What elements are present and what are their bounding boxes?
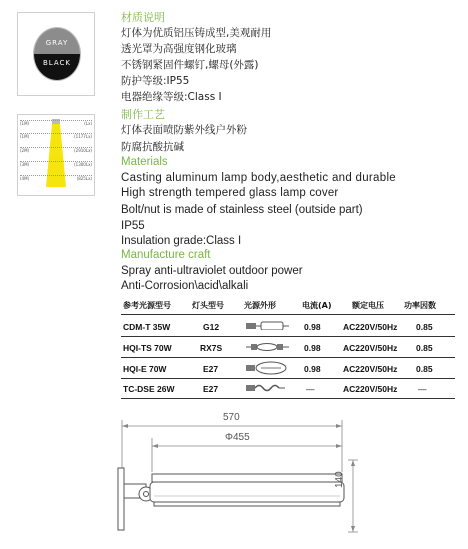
spec-line-en: Bolt/nut is made of stainless steel (outside part) xyxy=(121,204,363,216)
color-options-circle xyxy=(33,27,81,81)
spec-line-en: Insulation grade:Class I xyxy=(121,235,242,247)
grid-line xyxy=(20,120,92,121)
material-heading-cn: 材质说明 xyxy=(121,11,165,24)
row-distance: (4M) xyxy=(20,176,30,181)
row-distance: (3M) xyxy=(20,162,30,167)
cell-base: RX7S xyxy=(200,343,223,353)
spec-line-cn: 不锈钢紧固件螺钉,螺母(外露) xyxy=(121,59,259,71)
materials-heading-en: Materials xyxy=(121,156,168,168)
spec-line-cn: 灯体表面喷防紫外线户外粉 xyxy=(121,124,247,136)
row-lux: (1177Lx) xyxy=(74,134,92,139)
spec-line-en: IP55 xyxy=(121,220,145,232)
table-divider xyxy=(121,314,455,315)
spec-line-cn: 透光罩为高强度钢化玻璃 xyxy=(121,43,237,55)
table-divider xyxy=(121,378,455,379)
row-lux: (825Lx) xyxy=(76,176,92,181)
light-beam-icon xyxy=(18,115,94,195)
light-distribution-chart xyxy=(17,114,95,196)
row-distance: (1M) xyxy=(20,121,30,126)
gray-option: GRAY xyxy=(34,28,80,54)
cell-voltage: AC220V/50Hz xyxy=(343,384,398,394)
craft-heading-cn: 制作工艺 xyxy=(121,108,165,121)
row-lux: (Lx) xyxy=(84,121,92,126)
row-lux: (1300Lx) xyxy=(74,162,92,167)
hqi-ts-lamp-icon xyxy=(245,341,290,351)
col-header-voltage: 额定电压 xyxy=(352,301,384,310)
cell-current: 0.98 xyxy=(304,364,321,374)
cell-base: G12 xyxy=(203,322,220,332)
cell-voltage: AC220V/50Hz xyxy=(343,322,398,332)
spec-line-cn: 防腐抗酸抗碱 xyxy=(121,141,184,153)
spec-line-en: Casting aluminum lamp body,aesthetic and durable xyxy=(121,172,397,184)
spec-line-en: Anti-Corrosion\acid\alkali xyxy=(121,280,249,292)
width-dimension-label: 570 xyxy=(223,412,240,423)
black-option: BLACK xyxy=(34,54,80,80)
cell-model: HQI-E 70W xyxy=(123,364,167,374)
cdm-t-lamp-icon xyxy=(245,320,290,330)
cell-pf: 0.85 xyxy=(416,364,433,374)
cell-voltage: AC220V/50Hz xyxy=(343,364,398,374)
cell-model: TC-DSE 26W xyxy=(123,384,175,394)
cell-voltage: AC220V/50Hz xyxy=(343,343,398,353)
table-divider xyxy=(121,336,455,337)
spec-line-cn: 防护等级:IP55 xyxy=(121,75,190,87)
col-header-shape: 光源外形 xyxy=(244,301,276,310)
cell-pf: 0.85 xyxy=(416,343,433,353)
row-distance: (2M) xyxy=(20,148,30,153)
col-header-current: 电流(A) xyxy=(302,301,332,310)
spec-line-en: High strength tempered glass lamp cover xyxy=(121,187,339,199)
spec-line-en: Spray anti-ultraviolet outdoor power xyxy=(121,265,303,277)
col-header-base: 灯头型号 xyxy=(192,301,224,310)
diameter-dimension-label: Φ455 xyxy=(225,432,250,443)
cell-pf: 0.85 xyxy=(416,322,433,332)
color-swatch xyxy=(17,12,95,96)
tc-dse-lamp-icon xyxy=(245,380,290,396)
height-dimension-label: 140 xyxy=(334,471,345,488)
spec-line-cn: 电器绝缘等级:Class Ⅰ xyxy=(121,91,222,103)
cell-model: CDM-T 35W xyxy=(123,322,171,332)
table-divider xyxy=(121,357,455,358)
cell-current: — xyxy=(306,384,315,394)
cell-current: 0.98 xyxy=(304,343,321,353)
col-header-pf: 功率因数 xyxy=(404,301,436,310)
spec-line-cn: 灯体为优质铝压铸成型,美观耐用 xyxy=(121,27,272,39)
cell-base: E27 xyxy=(203,384,219,394)
row-distance: (1M) xyxy=(20,134,30,139)
table-divider xyxy=(121,398,455,399)
cell-current: 0.98 xyxy=(304,322,321,332)
row-lux: (2910Lx) xyxy=(74,148,92,153)
cell-pf: — xyxy=(418,384,427,394)
craft-heading-en: Manufacture craft xyxy=(121,249,211,261)
col-header-model: 参考光源型号 xyxy=(123,301,171,310)
cell-base: E27 xyxy=(203,364,219,374)
cell-model: HQI-TS 70W xyxy=(123,343,172,353)
hqi-e-lamp-icon xyxy=(245,361,290,375)
